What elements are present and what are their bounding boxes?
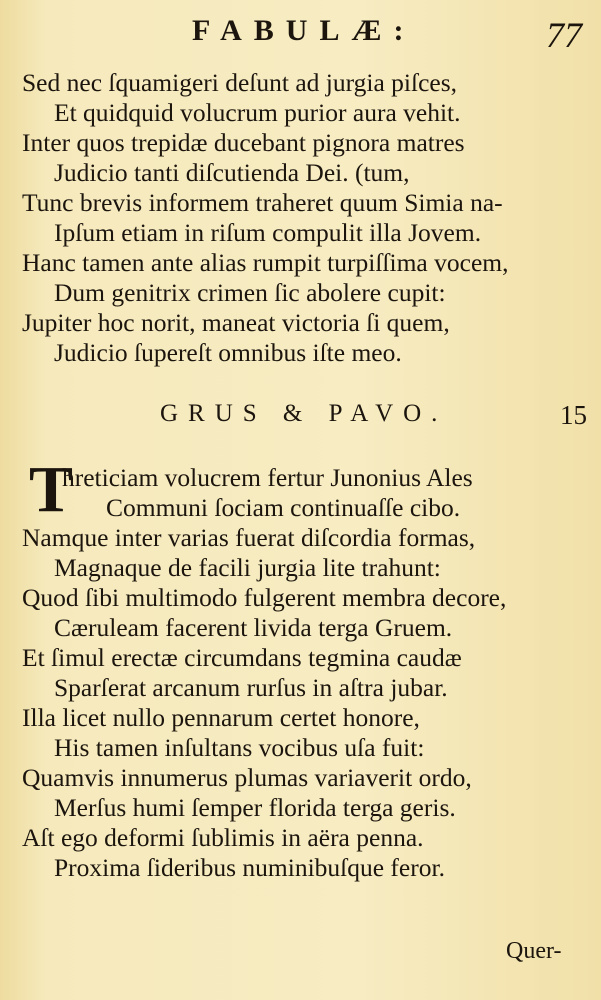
fable-heading xyxy=(0,398,601,438)
page-header xyxy=(0,10,601,54)
verse-line: Aſt ego deformi ſublimis in aëra penna. xyxy=(22,823,424,852)
page-number: 77 xyxy=(546,15,582,55)
verse-line: Proxima ſideribus numinibuſque feror. xyxy=(54,853,445,882)
fable-number: 15 xyxy=(560,400,587,430)
verse-line: Et ſimul erectæ circumdans tegmina caudæ xyxy=(22,643,462,672)
verse-line: Merſus humi ſemper florida terga geris. xyxy=(54,793,456,822)
verse-line: Sparſerat arcanum rurſus in aſtra jubar. xyxy=(54,673,448,702)
verse-line: Quod ſibi multimodo fulgerent membra decore, xyxy=(22,583,507,612)
verse-line: Dum genitrix crimen ſic abolere cupit: xyxy=(54,278,446,307)
verse-line: Hanc tamen ante alias rumpit turpiſſima vocem, xyxy=(22,248,509,277)
verse-line: Sed nec ſquamigeri deſunt ad jurgia piſces, xyxy=(22,68,458,97)
verse-line: Quamvis innumerus plumas variaverit ordo, xyxy=(22,763,472,792)
catchword: Quer- xyxy=(506,938,562,964)
verse-line: Ipſum etiam in riſum compulit illa Jovem. xyxy=(54,218,482,247)
verse-line: Namque inter varias fuerat diſcordia formas, xyxy=(22,523,476,552)
verse-line: Judicio tanti diſcutienda Dei. (tum, xyxy=(54,158,410,187)
running-title: FABULÆ: xyxy=(192,14,416,47)
verse-line: Jupiter hoc norit, maneat victoria ſi quem, xyxy=(22,308,450,337)
verse-line: Communi ſociam continuaſſe cibo. xyxy=(106,493,461,522)
verse-line: Tunc brevis informem traheret quum Simia na- xyxy=(22,188,503,217)
verse-line: hreticiam volucrem fertur Junonius Ales xyxy=(62,463,473,492)
verse-line: His tamen inſultans vocibus uſa fuit: xyxy=(54,733,425,762)
verse-line: Cæruleam facerent livida terga Gruem. xyxy=(54,613,453,642)
verse-line: Judicio ſupereſt omnibus iſte meo. xyxy=(54,338,402,367)
verse-line: Inter quos trepidæ ducebant pignora matres xyxy=(22,128,465,157)
verse-line: Magnaque de facili jurgia lite trahunt: xyxy=(54,553,441,582)
verse-line: Et quidquid volucrum purior aura vehit. xyxy=(54,98,461,127)
verse-line: Illa licet nullo pennarum certet honore, xyxy=(22,703,420,732)
fable-title: GRUS & PAVO. xyxy=(160,400,448,427)
drop-cap-initial: T xyxy=(29,453,74,526)
